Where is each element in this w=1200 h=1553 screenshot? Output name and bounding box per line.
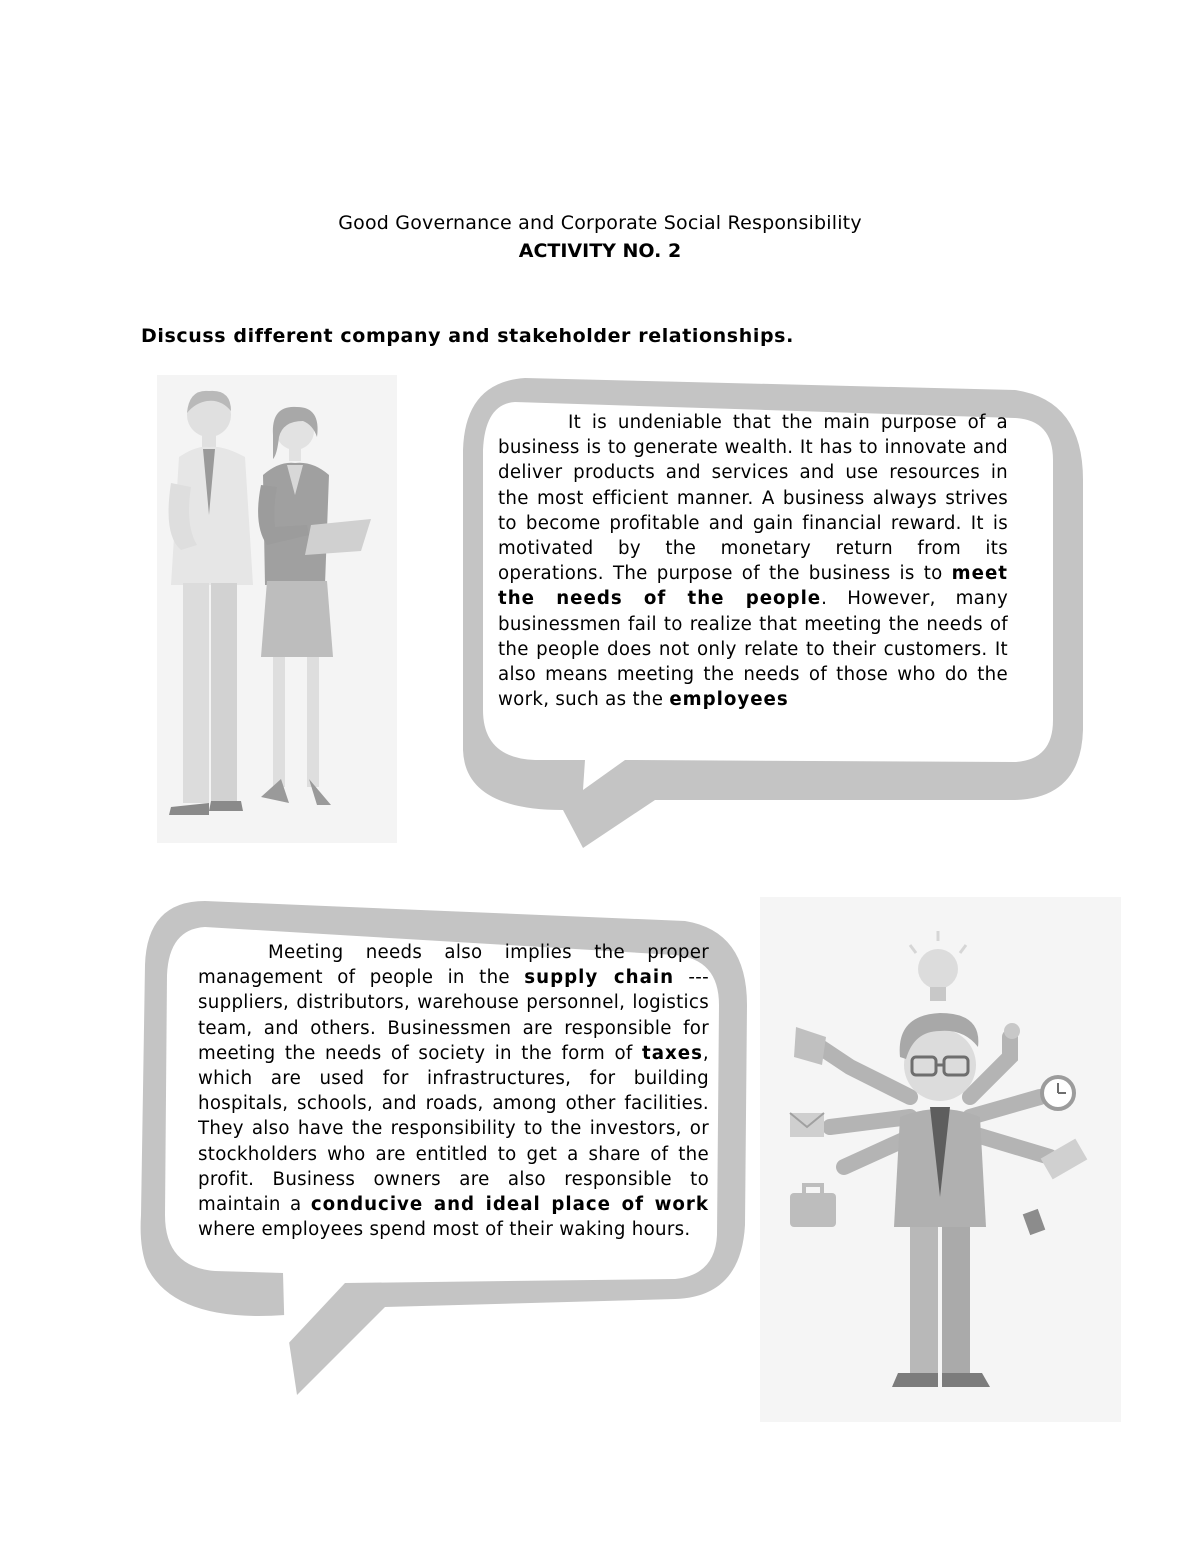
bubble2-bold-taxes: taxes <box>642 1042 703 1064</box>
bubble2-text-part3: , which are used for infrastructures, for building hospitals, schools, and roads, among other facilities. They also have the responsibility to the investors, or stockholders who are entitled to get a share of the profit. Business owners are also responsible to maintain a <box>198 1042 709 1216</box>
bubble2-bold-workplace: conducive and ideal place of work <box>310 1194 709 1216</box>
bubble1-bold-needs: meet the needs of the people <box>498 563 1008 610</box>
course-title: Good Governance and Corporate Social Responsibility <box>338 212 862 234</box>
speech-bubble-bottom-text <box>198 940 709 1300</box>
multitasking-businessman-illustration <box>760 897 1121 1422</box>
bubble1-text-part1: It is undeniable that the main purpose of a business is to generate wealth. It has to innovate and deliver products and services and use resources in the most efficient manner. A business always strives to become profitable and gain financial reward. It is motivated by the monetary return from its operations. The purpose of the business is to <box>498 412 1008 585</box>
business-couple-illustration <box>157 375 397 843</box>
bubble2-text-part1: Meeting needs also implies the proper management of people in the <box>198 942 709 989</box>
bubble2-text-part4: where employees spend most of their waking hours. <box>198 1219 691 1241</box>
bubble2-bold-supply-chain: supply chain <box>524 967 675 989</box>
speech-bubble-top-text <box>498 410 1008 750</box>
activity-prompt: Discuss different company and stakeholder relationships. <box>141 325 794 347</box>
activity-title: ACTIVITY NO. 2 <box>518 240 682 262</box>
bubble1-bold-employees: employees <box>669 689 789 711</box>
bubble2-text-part2: --- suppliers, distributors, warehouse personnel, logistics team, and others. Businessmen are responsible for meeting the needs of society in the form of <box>198 967 709 1064</box>
bubble1-text-part2: . However, many businessmen fail to realize that meeting the needs of the people does not only relate to their customers. It also means meeting the needs of those who do the work, such as the <box>498 588 1008 711</box>
